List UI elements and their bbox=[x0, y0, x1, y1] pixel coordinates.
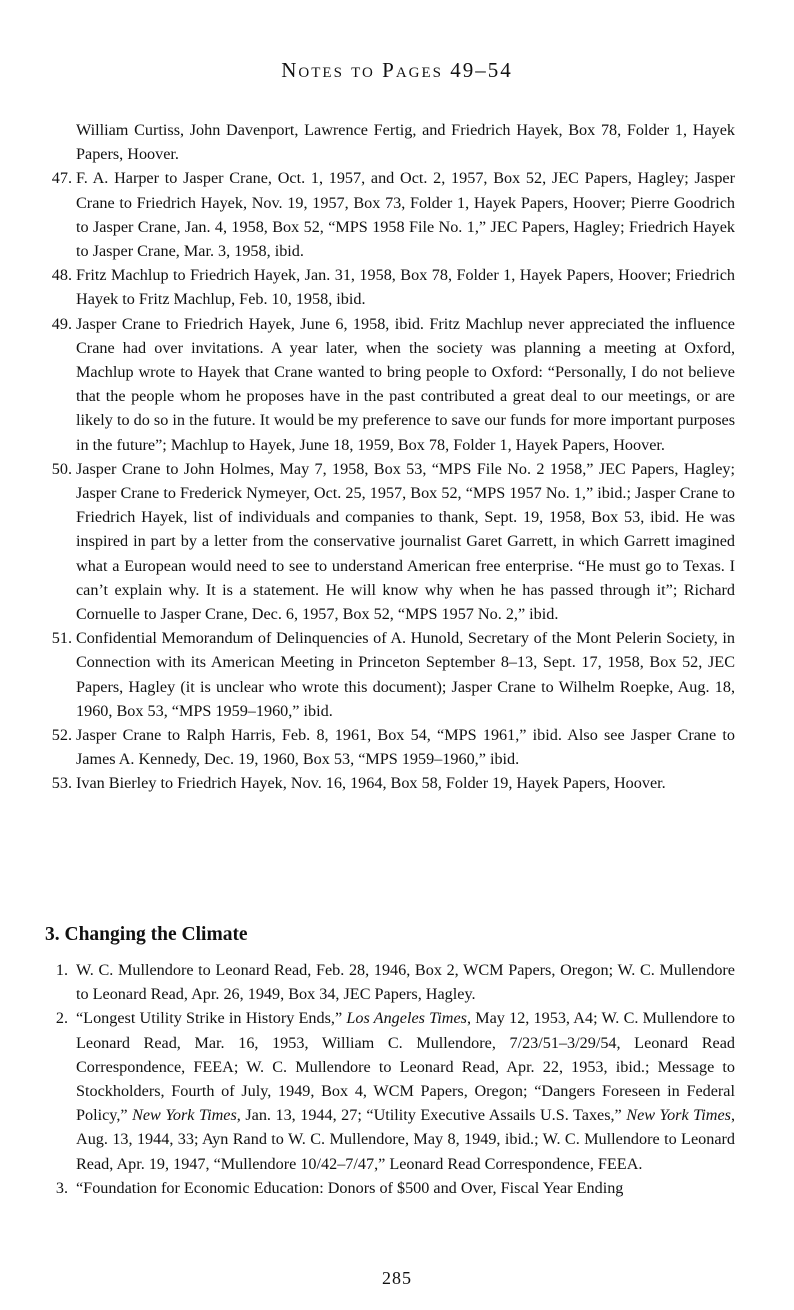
note-text: Jasper Crane to John Holmes, May 7, 1958, Box 53, “MPS File No. 2 1958,” JEC Papers, Hagley; Jasper Crane to Frederick Nymeyer, Oct. 25, 1957, Box 52, “MPS 1957 No. 1,” ibid.; Jasper Crane to Friedrich Hayek, list of individuals and companies to thank, Sept. 19, 1958, Box 53, ibid. He was inspired in part by a letter from the conservative journalist Garet Garrett, in which Garrett imagined what a European would need to see to understand American free enterprise. “He must go to Texas. I can’t explain why. It is a statement. He will know why when he has passed through it”; Richard Cornuelle to Jasper Crane, Dec. 6, 1957, Box 52, “MPS 1957 No. 2,” ibid. bbox=[76, 459, 735, 624]
note-2 bbox=[45, 1006, 735, 1175]
page-number: 285 bbox=[382, 1268, 412, 1288]
section-heading: 3. Changing the Climate bbox=[45, 924, 248, 945]
note-number: 50. bbox=[51, 459, 72, 478]
publication-title: Los Angeles Times bbox=[346, 1009, 467, 1028]
notes-list-chapter-3 bbox=[45, 958, 735, 1200]
note-number: 52. bbox=[51, 726, 72, 745]
note-number: 3. bbox=[55, 1178, 68, 1197]
note-text-part: , May 12, 1953, A4; W. C. Mullendore to Leonard Read, Mar. 16, 1953, William C. Mullendore, 7/23/51–3/29/54, Leonard Read Correspondence, FEEA; W. C. Mullendore to Leonard Read, Apr. 22, 1953, ibid.; Message to Stockholders, Fourth of July, 1949, Box 4, WCM Papers, Oregon; “Dangers Foreseen in Federal Policy,” bbox=[76, 1009, 735, 1125]
note-number: 49. bbox=[51, 314, 72, 333]
note-text: Jasper Crane to Friedrich Hayek, June 6, 1958, ibid. Fritz Machlup never appreciated the influence Crane had over invitations. A year later, when the society was planning a meeting at Oxford, Machlup wrote to Hayek that Crane wanted to bring people to Oxford: “Personally, I do not believe that the people whom he proposes have in the past contributed a great deal to our meetings, or are likely to do so in the future. It would be my preference to save our funds for more important purposes in the future”; Machlup to Hayek, June 18, 1959, Box 78, Folder 1, Hayek Papers, Hoover. bbox=[76, 314, 735, 454]
note-48 bbox=[45, 263, 735, 311]
note-text: William Curtiss, John Davenport, Lawrence Fertig, and Friedrich Hayek, Box 78, Folder 1, Hayek Papers, Hoover. bbox=[76, 121, 735, 164]
publication-title: New York Times bbox=[132, 1106, 237, 1125]
publication-title: New York Times bbox=[626, 1106, 731, 1125]
note-47 bbox=[45, 166, 735, 263]
note-text: Jasper Crane to Ralph Harris, Feb. 8, 1961, Box 54, “MPS 1961,” ibid. Also see Jasper Crane to James A. Kennedy, Dec. 19, 1960, Box 53, “MPS 1959–1960,” ibid. bbox=[76, 726, 735, 769]
note-text: “Foundation for Economic Education: Donors of $500 and Over, Fiscal Year Ending bbox=[76, 1178, 624, 1197]
note-53 bbox=[45, 771, 735, 795]
note-number: 1. bbox=[55, 961, 68, 979]
notes-list-chapter-2 bbox=[45, 118, 735, 796]
note-text: W. C. Mullendore to Leonard Read, Feb. 28, 1946, Box 2, WCM Papers, Oregon; W. C. Mullendore to Leonard Read, Apr. 26, 1949, Box 34, JEC Papers, Hagley. bbox=[76, 961, 735, 1004]
note-text: Fritz Machlup to Friedrich Hayek, Jan. 31, 1958, Box 78, Folder 1, Hayek Papers, Hoover; Friedrich Hayek to Fritz Machlup, Feb. 10, 1958, ibid. bbox=[76, 266, 735, 309]
note-continued bbox=[45, 118, 735, 166]
note-50 bbox=[45, 457, 735, 626]
note-51 bbox=[45, 626, 735, 723]
running-head: Notes to Pages 49–54 bbox=[281, 58, 513, 82]
note-text: F. A. Harper to Jasper Crane, Oct. 1, 1957, and Oct. 2, 1957, Box 52, JEC Papers, Hagley; Jasper Crane to Friedrich Hayek, Nov. 19, 1957, Box 73, Folder 1, Hayek Papers, Hoover; Pierre Goodrich to Jasper Crane, Jan. 4, 1958, Box 52, “MPS 1958 File No. 1,” JEC Papers, Hagley; Friedrich Hayek to Jasper Crane, Mar. 3, 1958, ibid. bbox=[76, 169, 735, 261]
note-3 bbox=[45, 1176, 735, 1200]
note-49 bbox=[45, 312, 735, 457]
note-text: Confidential Memorandum of Delinquencies of A. Hunold, Secretary of the Mont Pelerin Society, in Connection with its American Meeting in Princeton September 8–13, Sept. 17, 1958, Box 52, JEC Papers, Hagley (it is unclear who wrote this document); Jasper Crane to Wilhelm Roepke, Aug. 18, 1960, Box 53, “MPS 1959–1960,” ibid. bbox=[76, 629, 735, 720]
note-text-part: , Aug. 13, 1944, 33; Ayn Rand to W. C. Mullendore, May 8, 1949, ibid.; W. C. Mullendore to Leonard Read, Apr. 19, 1947, “Mullendore 10/42–7/47,” Leonard Read Correspondence, FEEA. bbox=[76, 1106, 736, 1173]
note-number: 48. bbox=[51, 266, 72, 285]
note-number: 53. bbox=[51, 774, 72, 793]
note-text: Ivan Bierley to Friedrich Hayek, Nov. 16, 1964, Box 58, Folder 19, Hayek Papers, Hoover. bbox=[76, 774, 666, 793]
note-52 bbox=[45, 723, 735, 771]
note-text-part: , Jan. 13, 1944, 27; “Utility Executive Assails U.S. Taxes,” bbox=[236, 1106, 627, 1125]
note-number: 2. bbox=[55, 1009, 68, 1028]
note-1 bbox=[45, 958, 735, 1006]
note-number: 47. bbox=[51, 169, 72, 188]
note-number: 51. bbox=[51, 629, 72, 648]
note-text-part: “Longest Utility Strike in History Ends,” bbox=[76, 1009, 347, 1028]
